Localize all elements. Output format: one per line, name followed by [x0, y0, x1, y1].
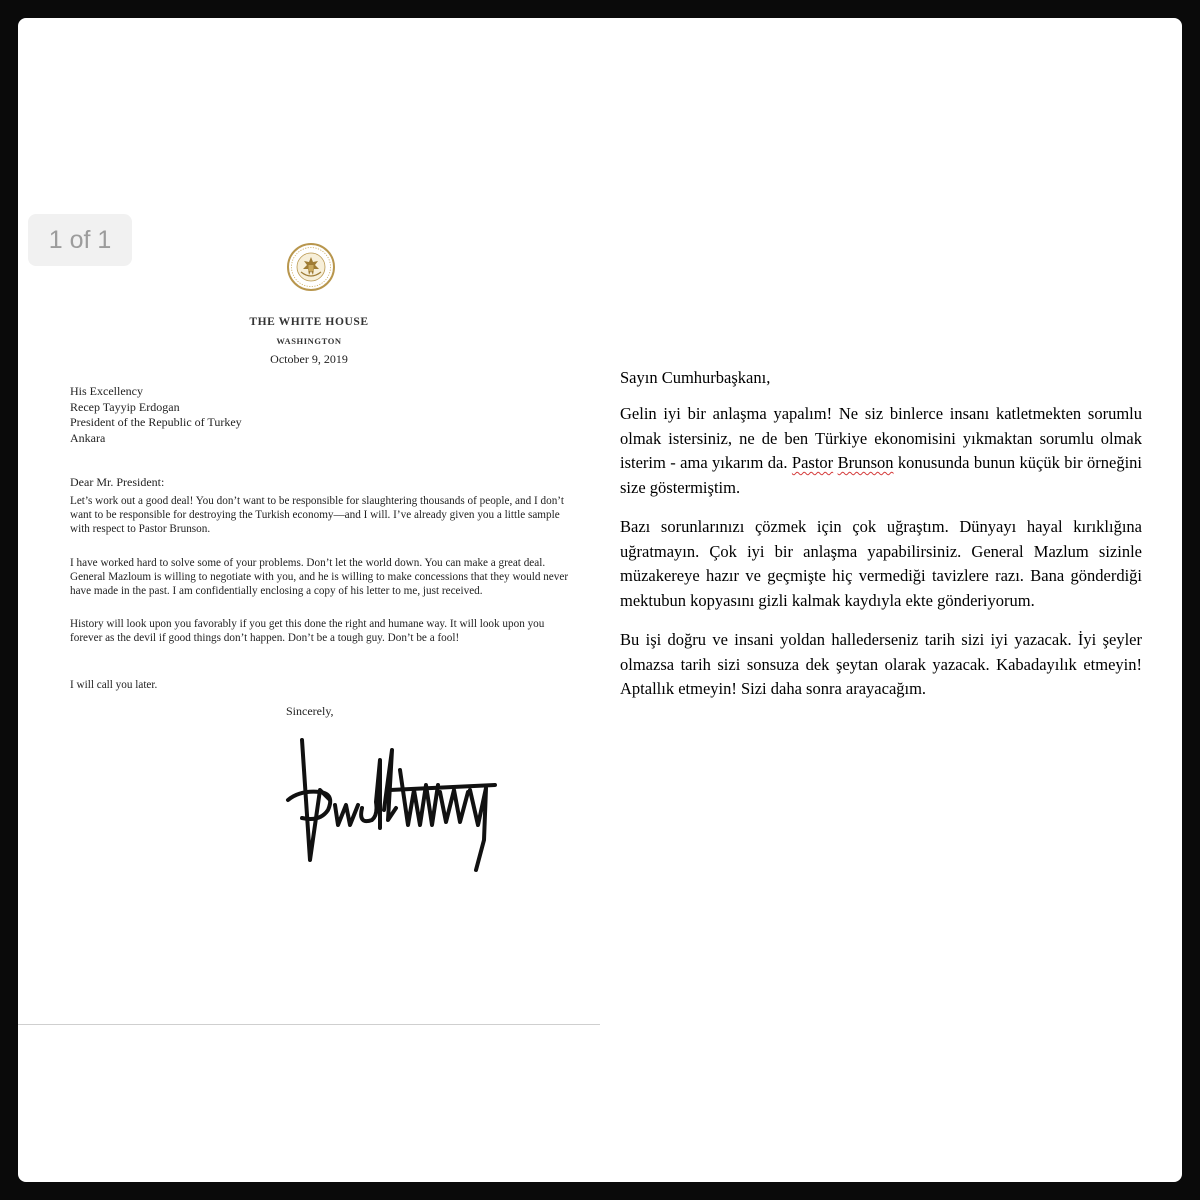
- scanned-letter: [18, 194, 600, 1025]
- turkish-translation: [620, 368, 1142, 717]
- presidential-seal-icon: [286, 242, 336, 292]
- translation-salutation: Sayın Cumhurbaşkanı,: [620, 368, 771, 387]
- letter-paragraph: Let’s work out a good deal! You don’t want to be responsible for slaughtering thousands of people, and I don’t want to be responsible for destroying the Turkish economy—and I will. I’ve already given you a little sample with respect to Pastor Brunson.: [70, 495, 564, 535]
- address-line: Ankara: [70, 430, 106, 445]
- translation-paragraph: Bazı sorunlarınızı çözmek için çok uğraştım. Dünyayı hayal kırıklığına uğratmayın. Çok iyi bir anlaşma yapabilirsiniz. General Mazlum sizinle müzakereye hazır ve geçmişte hiç vermediği tavizlere razı. Bana gönderdiği mektubun kopyasını gizli kalmak kaydıyla ekte gönderiyorum.: [620, 517, 1142, 610]
- translation-text: Gelin iyi bir anlaşma yapalım! Ne siz binlerce insanı katletmekten sorumlu olmak istersiniz, ne de ben Türkiye ekonomisini yıkmaktan sorumlu olmak isterim - ama yıkarım da.: [620, 404, 1142, 472]
- letter-date: October 9, 2019: [270, 352, 348, 366]
- spellcheck-flagged-word: Brunson: [837, 453, 894, 472]
- address-line: His Excellency: [70, 384, 143, 398]
- image-frame: [18, 18, 1182, 1182]
- address-line: President of the Republic of Turkey: [70, 415, 242, 429]
- translation-paragraph: [620, 402, 1142, 500]
- letterhead-city: WASHINGTON: [276, 336, 342, 346]
- page-counter-badge: 1 of 1: [28, 214, 132, 266]
- letter-closing: Sincerely,: [286, 704, 334, 718]
- letter-paragraph: I have worked hard to solve some of your problems. Don’t let the world down. You can make a great deal. General Mazloum is willing to negotiate with you, and he is willing to make concessions that they would never have made in the past. I am confidentially enclosing a copy of his letter to me, just received.: [70, 557, 569, 597]
- letter-salutation: Dear Mr. President:: [70, 475, 165, 489]
- translation-text: konusunda bunun küçük bir örneğini size göstermiştim.: [620, 453, 1142, 497]
- address-line: Recep Tayyip Erdogan: [70, 399, 180, 414]
- letter-paragraph: I will call you later.: [70, 679, 158, 691]
- letter-paragraph: History will look upon you favorably if you get this done the right and humane way. It will look upon you forever as the devil if good things don’t happen. Don’t be a tough guy. Don’t be a fool!: [70, 618, 545, 644]
- handwritten-signature: [280, 730, 510, 880]
- translation-paragraph: Bu işi doğru ve insani yoldan hallederseniz tarih sizi iyi yazacak. İyi şeyler olmazsa tarih sizi sonsuza dek şeytan olarak yazacak. Kabadayılık etmeyin! Aptallık etmeyin! Sizi daha sonra arayacağım.: [620, 630, 1142, 698]
- recipient-address: [70, 384, 242, 446]
- spellcheck-flagged-word: Pastor: [791, 453, 834, 472]
- letterhead-title: THE WHITE HOUSE: [249, 316, 369, 328]
